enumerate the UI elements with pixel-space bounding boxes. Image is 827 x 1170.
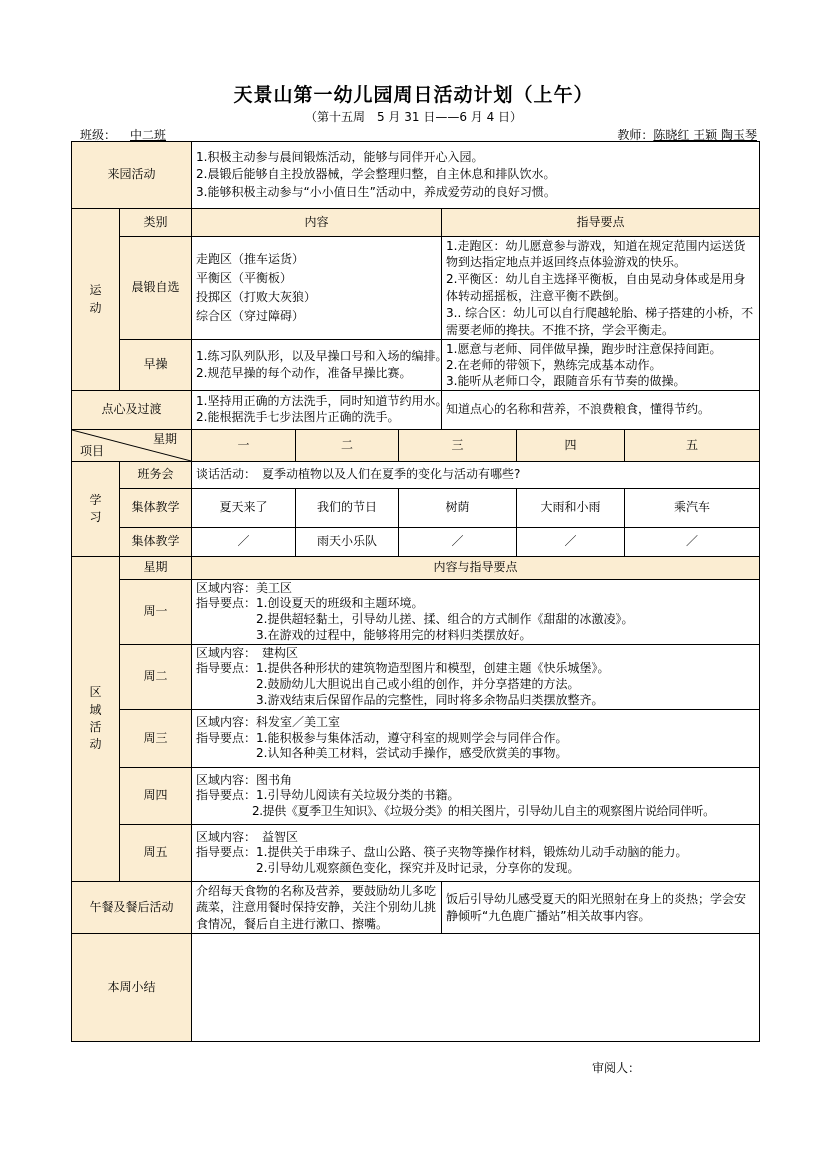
group-teaching-cell: 树荫 [399, 489, 517, 528]
area-header-row [72, 557, 760, 580]
corner-weekday-label: 星期 [153, 432, 178, 446]
teacher-value: 陈晓红 王颖 陶玉琴 [653, 128, 757, 142]
morning-exercise-guidance [442, 237, 760, 340]
lunch-after: 饭后引导幼儿感受夏天的阳光照射在身上的炎热；学会安静倾听“九色鹿广播站”相关故事内容。 [442, 882, 760, 934]
area-day-content [192, 825, 760, 882]
area-guidance-point: 2.鼓励幼儿大胆说出自己或小组的创作，并分享搭建的方法。 [256, 677, 580, 691]
morning-drill-content [192, 340, 448, 391]
summary-row [72, 934, 760, 1042]
area-day-label: 周二 [120, 645, 192, 710]
morning-exercise-content [192, 237, 442, 340]
arrival-label: 来园活动 [72, 142, 192, 209]
area-guidance-point: 2.提供《夏季卫生知识》、《垃圾分类》的相关图片，引导幼儿自主的观察图片说给同伴听。 [252, 803, 715, 818]
area-day-content [192, 768, 760, 825]
morning-guidance-item: 3.. 综合区：幼儿可以自行爬越轮胎、梯子搭建的小桥，不需要老师的搀扶。不推不挤，学会平衡走。 [446, 305, 754, 337]
drill-content-item: 2.规范早操的每个动作，准备早操比赛。 [196, 366, 412, 380]
morning-content-item: 投掷区（打败大灰狼） [196, 290, 317, 304]
arrival-item: 1.积极主动参与晨间锻炼活动，能够与同伴开心入园。 [196, 149, 484, 164]
summary-label: 本周小结 [72, 934, 192, 1042]
lunch-label: 午餐及餐后活动 [72, 882, 192, 934]
group-teaching-cell: ／ [625, 528, 760, 557]
area-guidance-lead: 指导要点：1.创设夏天的班级和主题环境。 [196, 596, 424, 611]
sport-label-char: 运 [89, 283, 102, 298]
summary-content [192, 934, 760, 1042]
weekday-corner [72, 430, 192, 462]
class-meeting-text: 谈话活动： 夏季动植物以及人们在夏季的变化与活动有哪些? [192, 462, 760, 489]
class-label: 班级： [80, 128, 117, 142]
area-zone: 区域内容：图书角 [196, 772, 293, 787]
arrival-content [192, 142, 760, 209]
group-teaching-cell: 乘汽车 [625, 489, 760, 528]
group-teaching-label: 集体教学 [120, 489, 192, 528]
area-label-char: 活 [89, 720, 102, 734]
class-meeting-label: 班务会 [120, 462, 192, 489]
sport-col-category: 类别 [120, 209, 192, 237]
morning-content-item: 走跑区（推车运货） [196, 251, 305, 266]
weekday-header-row [72, 430, 760, 462]
group-teaching-cell: ／ [517, 528, 625, 557]
area-day-label: 周一 [120, 580, 192, 645]
area-day-label: 周四 [120, 768, 192, 825]
lunch-before: 介绍每天食物的名称及营养，要鼓励幼儿多吃蔬菜，注意用餐时保持安静，关注个别幼儿挑食情况，餐后自主进行漱口、擦嘴。 [192, 882, 442, 934]
study-label [72, 462, 120, 557]
study-label-char: 习 [89, 510, 102, 524]
area-day-row [72, 645, 760, 710]
group-teaching-row [72, 489, 760, 528]
weekday-thu: 四 [517, 430, 625, 462]
reviewer-label: 审阅人： [592, 1061, 641, 1075]
group-teaching-cell: ／ [399, 528, 517, 557]
arrival-item: 3.能够积极主动参与“小小值日生”活动中，养成爱劳动的良好习惯。 [196, 184, 556, 199]
drill-guidance-item: 2.在老师的带领下，熟练完成基本动作。 [446, 357, 662, 372]
area-guidance-lead: 指导要点：1.提供关于串珠子、盘山公路、筷子夹物等操作材料，锻炼幼儿动手动脑的能力。 [196, 845, 688, 860]
sport-col-content: 内容 [192, 209, 442, 237]
drill-guidance-item: 3.能听从老师口令，跟随音乐有节奏的做操。 [446, 374, 686, 389]
area-label-char: 区 [89, 685, 102, 700]
area-guidance-point: 2.提供超轻黏土，引导幼儿搓、揉、组合的方式制作《甜甜的冰激凌》。 [256, 612, 634, 626]
drill-content-item: 1.练习队列队形，以及早操口号和入场的编排。 [196, 348, 448, 363]
snack-content [192, 391, 448, 430]
area-col-day: 星期 [120, 557, 192, 580]
drill-guidance-item: 1.愿意与老师、同伴做早操，跑步时注意保持间距。 [446, 341, 722, 356]
corner-item-label: 项目 [80, 443, 105, 458]
area-day-content [192, 580, 760, 645]
weekday-fri: 五 [625, 430, 760, 462]
lunch-row [72, 882, 760, 934]
area-day-row [72, 825, 760, 882]
area-guidance-point: 2.认知各种美工材料，尝试动手操作，感受欣赏美的事物。 [256, 746, 568, 761]
weekday-tue: 二 [296, 430, 399, 462]
area-label [72, 557, 120, 882]
area-zone: 区域内容：美工区 [196, 580, 293, 595]
area-day-label: 周三 [120, 710, 192, 768]
study-label-char: 学 [89, 492, 102, 507]
arrival-item: 2.晨锻后能够自主投放器械，学会整理归整，自主休息和排队饮水。 [196, 167, 556, 182]
group-teaching-cell: 雨天小乐队 [296, 528, 399, 557]
area-day-content [192, 710, 760, 768]
snack-item: 1.坚持用正确的方法洗手，同时知道节约用水。 [196, 394, 448, 409]
area-day-label: 周五 [120, 825, 192, 882]
area-day-row [72, 580, 760, 645]
weekday-wed: 三 [399, 430, 517, 462]
area-guidance-point: 3.在游戏的过程中，能够将用完的材料归类摆放好。 [256, 627, 532, 642]
area-day-row [72, 768, 760, 825]
sport-col-guidance: 指导要点 [442, 209, 760, 237]
group-teaching-label: 集体教学 [120, 528, 192, 557]
area-day-row [72, 710, 760, 768]
group-teaching-cell: ／ [192, 528, 296, 557]
group-teaching-cell: 我们的节日 [296, 489, 399, 528]
teacher-label: 教师： [617, 128, 654, 142]
morning-exercise-row [72, 237, 760, 340]
group-teaching-row-2 [72, 528, 760, 557]
morning-content-item: 平衡区（平衡板） [196, 270, 293, 285]
sport-label-char: 动 [89, 300, 102, 315]
area-zone: 区域内容： 益智区 [196, 829, 299, 844]
morning-drill-row [72, 340, 760, 391]
weekday-mon: 一 [192, 430, 296, 462]
group-teaching-cell: 大雨和小雨 [517, 489, 625, 528]
morning-drill-guidance [442, 340, 760, 391]
area-guidance-point: 2.引导幼儿观察颜色变化，探究并及时记录，分享你的发现。 [256, 860, 580, 875]
snack-item: 2.能根据洗手七步法图片正确的洗手。 [196, 410, 400, 424]
morning-guidance-item: 2.平衡区：幼儿自主选择平衡板，自由晃动身体或是用身体转动摇摇板，注意平衡不跌倒。 [446, 272, 746, 303]
activity-plan-table [71, 141, 760, 1042]
area-label-char: 域 [89, 702, 102, 717]
morning-drill-label: 早操 [120, 340, 192, 391]
area-label-char: 动 [89, 737, 102, 752]
area-guidance-lead: 指导要点：1.提供各种形状的建筑物造型图片和模型，创建主题《快乐城堡》。 [196, 661, 610, 676]
area-day-content [192, 645, 760, 710]
area-col-content: 内容与指导要点 [192, 557, 760, 580]
area-guidance-lead: 指导要点：1.能积极参与集体活动，遵守科室的规则学会与同伴合作。 [196, 730, 568, 745]
snack-guidance: 知道点心的名称和营养，不浪费粮食，懂得节约。 [442, 391, 760, 430]
morning-guidance-item: 1.走跑区：幼儿愿意参与游戏，知道在规定范围内运送货物到达指定地点并返回终点体验游戏的快乐。 [446, 238, 746, 270]
area-guidance-lead: 指导要点：1.引导幼儿阅读有关垃圾分类的书籍。 [196, 788, 460, 803]
area-zone: 区域内容：科发室／美工室 [196, 715, 341, 730]
morning-exercise-label: 晨锻自选 [120, 237, 192, 340]
morning-content-item: 综合区（穿过障碍） [196, 309, 305, 324]
class-meeting-row [72, 462, 760, 489]
sport-header-row [72, 209, 760, 237]
snack-row [72, 391, 760, 430]
group-teaching-cell: 夏天来了 [192, 489, 296, 528]
week-range: （第十五周 5 月 31 日——6 月 4 日） [304, 110, 523, 124]
arrival-row [72, 142, 760, 209]
page-title: 天景山第一幼儿园周日活动计划（上午） [233, 84, 594, 106]
sport-label [72, 209, 120, 391]
area-guidance-point: 3.游戏结束后保留作品的完整性，同时将多余物品归类摆放整齐。 [256, 692, 604, 707]
area-zone: 区域内容： 建构区 [196, 645, 299, 660]
snack-label: 点心及过渡 [72, 391, 192, 430]
class-value: 中二班 [130, 128, 167, 142]
